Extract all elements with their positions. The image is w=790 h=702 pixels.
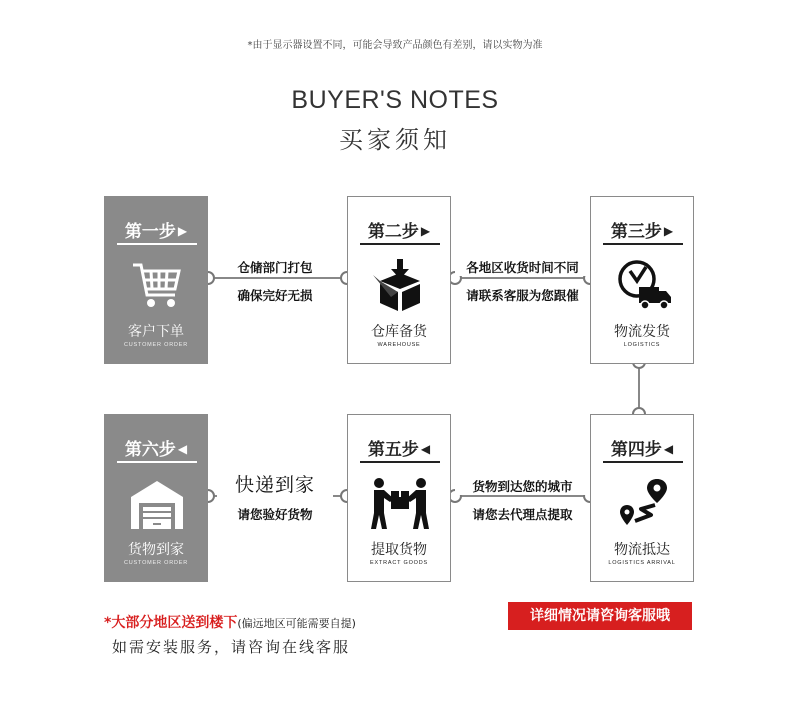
delivery-truck-clock-icon — [613, 257, 673, 313]
step-name: 物流发货 — [614, 324, 670, 340]
step-label — [348, 435, 450, 460]
step-divider — [360, 243, 440, 245]
connector-text-line: 请您去代理点提取 — [455, 505, 590, 523]
step-divider — [117, 461, 197, 463]
title-english: BUYER'S NOTES — [291, 86, 499, 114]
arrow-left-icon: ◀ — [420, 442, 431, 456]
step-name: 物流抵达 — [614, 542, 670, 558]
connector-text-line: 各地区收货时间不同 — [455, 258, 590, 276]
map-route-pin-icon — [613, 475, 673, 531]
step-card-5 — [347, 414, 451, 582]
step-name: 客户下单 — [128, 324, 184, 340]
contact-service-banner[interactable]: 详细情况请咨询客服哦 — [508, 602, 692, 630]
delivery-note — [104, 612, 356, 632]
connector-text-line: 确保完好无损 — [217, 286, 333, 304]
step-subtitle: EXTRACT GOODS — [370, 560, 428, 566]
step-label — [348, 217, 450, 242]
step-divider — [360, 461, 440, 463]
step-name: 提取货物 — [371, 542, 427, 558]
connector-text-line: 快递到家 — [217, 470, 333, 497]
arrow-left-icon: ◀ — [663, 442, 674, 456]
step-subtitle: LOGISTICS — [623, 342, 661, 348]
step-label-text: 第五步 — [367, 440, 419, 460]
step-label-text: 第二步 — [367, 222, 419, 242]
disclaimer-text: *由于显示器设置不同，可能会导致产品颜色有差别，请以实物为准 — [247, 40, 543, 51]
delivery-note-small: (偏远地区可能需要自提) — [237, 617, 356, 630]
step-subtitle: WAREHOUSE — [377, 342, 421, 348]
connector-text-1-2 — [217, 258, 333, 304]
shopping-cart-icon — [127, 257, 187, 313]
step-subtitle: LOGISTICS ARRIVAL — [608, 560, 676, 566]
step-label-text: 第六步 — [124, 440, 176, 460]
connector-text-5-6 — [217, 470, 333, 523]
installation-note: 如需安装服务，请咨询在线客服 — [112, 638, 351, 656]
step-card-4 — [590, 414, 694, 582]
arrow-right-icon: ▶ — [177, 224, 188, 238]
delivery-note-red: *大部分地区送到楼下 — [104, 615, 238, 631]
step-card-3 — [590, 196, 694, 364]
step-card-2 — [347, 196, 451, 364]
step-subtitle: CUSTOMER ORDER — [124, 560, 188, 566]
garage-home-icon — [127, 475, 187, 531]
step-label-text: 第四步 — [610, 440, 662, 460]
step-divider — [603, 461, 683, 463]
step-divider — [603, 243, 683, 245]
box-download-icon — [370, 257, 430, 313]
step-subtitle: CUSTOMER ORDER — [124, 342, 188, 348]
connector-text-4-5 — [455, 477, 590, 523]
step-label-text: 第一步 — [124, 222, 176, 242]
arrow-right-icon: ▶ — [420, 224, 431, 238]
arrow-left-icon: ◀ — [177, 442, 188, 456]
step-name: 货物到家 — [128, 542, 184, 558]
connector-text-line: 请联系客服为您跟催 — [455, 286, 590, 304]
step-label — [591, 217, 693, 242]
step-card-1 — [104, 196, 208, 364]
step-label — [591, 435, 693, 460]
step-name: 仓库备货 — [371, 324, 427, 340]
arrow-right-icon: ▶ — [663, 224, 674, 238]
title-chinese: 买家须知 — [339, 126, 451, 154]
step-label-text: 第三步 — [610, 222, 662, 242]
step-label — [105, 217, 207, 242]
connector-text-line: 仓储部门打包 — [217, 258, 333, 276]
connector-text-line: 请您验好货物 — [217, 505, 333, 523]
step-divider — [117, 243, 197, 245]
step-card-6 — [104, 414, 208, 582]
connector-text-line: 货物到达您的城市 — [455, 477, 590, 495]
step-label — [105, 435, 207, 460]
connector-text-2-3 — [455, 258, 590, 304]
people-carrying-box-icon — [370, 475, 430, 531]
